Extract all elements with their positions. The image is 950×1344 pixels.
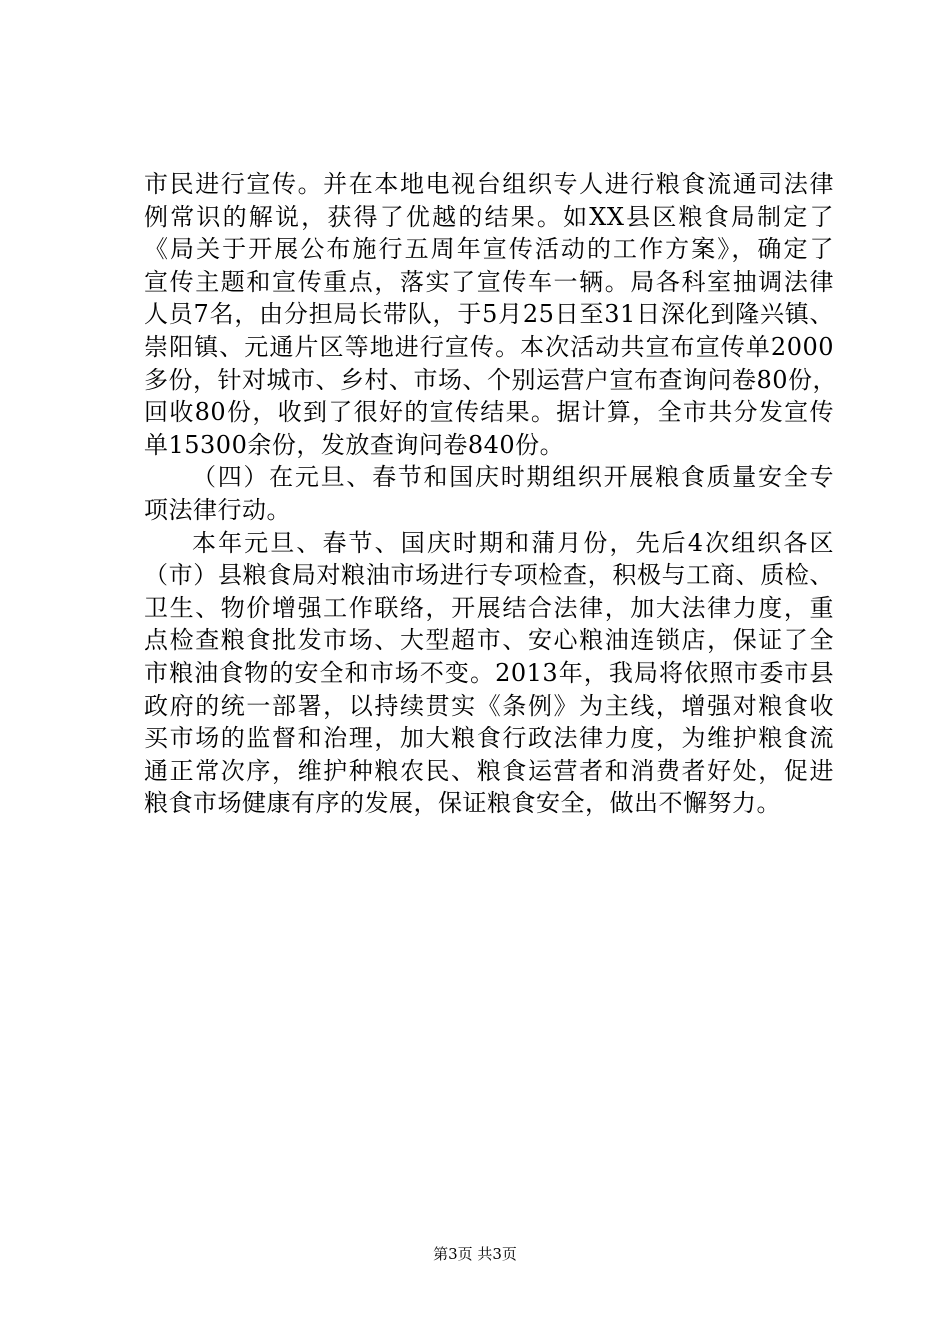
text-line: 政府的统一部署，以持续贯实《条例》为主线，增强对粮食收 xyxy=(144,691,834,720)
text-line: 市民进行宣传。并在本地电视台组织专人进行粮食流通司法律 xyxy=(144,170,834,198)
text-line: 崇阳镇、元通片区等地进行宣传。本次活动共宣布宣传单2000 xyxy=(144,332,834,361)
text-line: 买市场的监督和治理，加大粮食行政法律力度，为维护粮食流 xyxy=(144,724,834,753)
text-line: 点检查粮食批发市场、大型超市、安心粮油连锁店，保证了全 xyxy=(144,626,834,655)
text-line: 宣传主题和宣传重点，落实了宣传车一辆。局各科室抽调法律 xyxy=(144,267,834,296)
text-line: 通正常次序，维护种粮农民、粮食运营者和消费者好处，促进 xyxy=(144,756,834,785)
text-line: 回收80份，收到了很好的宣传结果。据计算，全市共分发宣传 xyxy=(144,398,834,427)
document-body xyxy=(144,168,838,820)
text-line: 本年元旦、春节、国庆时期和蒲月份，先后4次组织各区 xyxy=(192,528,834,557)
section-heading-line: （四）在元旦、春节和国庆时期组织开展粮食质量安全专 xyxy=(192,463,834,492)
section-heading-line: 项法律行动。 xyxy=(144,495,291,524)
text-line: （市）县粮食局对粮油市场进行专项检查，积极与工商、质检、 xyxy=(144,561,834,590)
text-line: 单15300余份，发放查询问卷840份。 xyxy=(144,430,565,459)
text-line: 市粮油食物的安全和市场不变。2013年，我局将依照市委市县 xyxy=(144,658,834,687)
text-line: 多份，针对城市、乡村、市场、个别运营户宣布查询问卷80份， xyxy=(144,365,838,394)
text-line: 《局关于开展公布施行五周年宣传活动的工作方案》，确定了 xyxy=(144,235,834,264)
text-line: 卫生、物价增强工作联络，开展结合法律，加大法律力度，重 xyxy=(144,593,834,622)
page-number-footer: 第3页 共3页 xyxy=(433,1245,517,1263)
text-line: 例常识的解说，获得了优越的结果。如XX县区粮食局制定了 xyxy=(144,202,834,231)
text-line: 人员7名，由分担局长带队，于5月25日至31日深化到隆兴镇、 xyxy=(144,300,834,329)
text-line: 粮食市场健康有序的发展，保证粮食安全，做出不懈努力。 xyxy=(144,789,781,818)
